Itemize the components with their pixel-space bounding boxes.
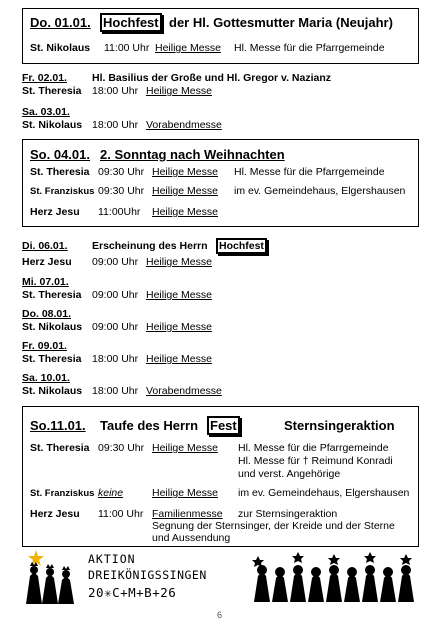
- service-type: Heilige Messe: [152, 442, 218, 454]
- service-type: Heilige Messe: [152, 166, 218, 178]
- date-jan07: Mi. 07.01.: [22, 276, 69, 288]
- service-time: 11:00 Uhr: [98, 508, 144, 520]
- fest-badge: Fest: [207, 416, 240, 435]
- service-note: und verst. Angehörige: [238, 468, 341, 480]
- church-name: St. Theresia: [22, 353, 82, 365]
- service-type: Heilige Messe: [146, 353, 212, 365]
- church-name: Herz Jesu: [22, 256, 72, 268]
- church-name: Herz Jesu: [30, 508, 80, 520]
- date-jan10: Sa. 10.01.: [22, 372, 70, 384]
- date-jan01: Do. 01.01.: [30, 15, 91, 30]
- service-type: Heilige Messe: [146, 289, 212, 301]
- service-note: im ev. Gemeindehaus, Elgershausen: [234, 185, 406, 197]
- service-time: 18:00 Uhr: [92, 119, 139, 131]
- logo-line1: AKTION: [88, 552, 136, 566]
- service-time: keine: [98, 487, 124, 499]
- service-time: 18:00 Uhr: [92, 85, 139, 97]
- service-time: 18:00 Uhr: [92, 353, 139, 365]
- sternsinger-title: Sternsingeraktion: [284, 418, 395, 433]
- church-name: St. Theresia: [22, 85, 82, 97]
- service-type: Heilige Messe: [146, 85, 212, 97]
- church-name: St. Theresia: [22, 289, 82, 301]
- service-time: 09:30 Uhr: [98, 185, 145, 197]
- service-type: Heilige Messe: [146, 256, 212, 268]
- logo-line2: DREIKÖNIGSSINGEN: [88, 568, 207, 582]
- date-jan02: Fr. 02.01.: [22, 72, 67, 84]
- star-singers-silhouette: [250, 548, 420, 604]
- service-time: 11:00Uhr: [98, 206, 141, 218]
- service-type: Heilige Messe: [146, 321, 212, 333]
- church-name: St. Nikolaus: [22, 321, 83, 333]
- page-number: 6: [217, 610, 223, 620]
- church-name: St. Franziskus: [30, 186, 95, 197]
- church-name: St. Nikolaus: [22, 385, 83, 397]
- service-note: Hl. Messe für † Reimund Konradi: [238, 455, 393, 467]
- date-jan04: So. 04.01.: [30, 147, 90, 162]
- date-jan11: So.11.01.: [30, 418, 86, 433]
- church-name: St. Nikolaus: [22, 119, 83, 131]
- service-type: Heilige Messe: [155, 42, 221, 54]
- service-note: zur Sternsingeraktion: [238, 508, 338, 520]
- service-time: 09:30 Uhr: [98, 166, 145, 178]
- service-note: und Aussendung: [152, 532, 231, 544]
- service-note: Hl. Messe für die Pfarrgemeinde: [234, 166, 385, 178]
- service-type: Vorabendmesse: [146, 385, 222, 397]
- feast-title-jan06: Erscheinung des Herrn: [92, 240, 208, 252]
- service-type: Familienmesse: [152, 508, 223, 520]
- service-time: 18:00 Uhr: [92, 385, 139, 397]
- service-note: Hl. Messe für die Pfarrgemeinde: [234, 42, 385, 54]
- star-singers-silhouette-icon: [250, 548, 420, 604]
- church-name: St. Nikolaus: [30, 42, 91, 54]
- church-name: St. Theresia: [30, 442, 90, 454]
- service-note: Segnung der Sternsinger, der Kreide und der Sterne: [152, 520, 395, 532]
- star-singers-icon: [22, 548, 86, 606]
- service-time: 09:00 Uhr: [92, 289, 139, 301]
- hochfest-badge: Hochfest: [216, 238, 267, 254]
- dreikoenigssingen-logo: [22, 548, 222, 606]
- church-name: Herz Jesu: [30, 206, 80, 218]
- service-note: im ev. Gemeindehaus, Elgershausen: [238, 487, 410, 499]
- date-jan09: Fr. 09.01.: [22, 340, 67, 352]
- service-note: Hl. Messe für die Pfarrgemeinde: [238, 442, 389, 454]
- service-time: 09:00 Uhr: [92, 256, 139, 268]
- service-type: Vorabendmesse: [146, 119, 222, 131]
- logo-line3: 20✳C+M+B+26: [88, 585, 177, 600]
- date-jan03: Sa. 03.01.: [22, 106, 70, 118]
- service-type: Heilige Messe: [152, 206, 218, 218]
- service-time: 11:00 Uhr: [104, 42, 150, 54]
- date-jan08: Do. 08.01.: [22, 308, 72, 320]
- service-type: Heilige Messe: [152, 487, 218, 499]
- church-name: St. Theresia: [30, 166, 90, 178]
- feast-title-jan11: Taufe des Herrn: [100, 418, 199, 433]
- service-time: 09:00 Uhr: [92, 321, 139, 333]
- service-time: 09:30 Uhr: [98, 442, 145, 454]
- feast-title-jan04: 2. Sonntag nach Weihnachten: [100, 147, 285, 162]
- church-name: St. Franziskus: [30, 488, 95, 499]
- hochfest-badge: Hochfest: [100, 13, 162, 32]
- feast-title-jan02: Hl. Basilius der Große und Hl. Gregor v. Nazianz: [92, 72, 332, 84]
- feast-title-jan01: der Hl. Gottesmutter Maria (Neujahr): [169, 15, 393, 30]
- service-type: Heilige Messe: [152, 185, 218, 197]
- date-jan06: Di. 06.01.: [22, 240, 68, 252]
